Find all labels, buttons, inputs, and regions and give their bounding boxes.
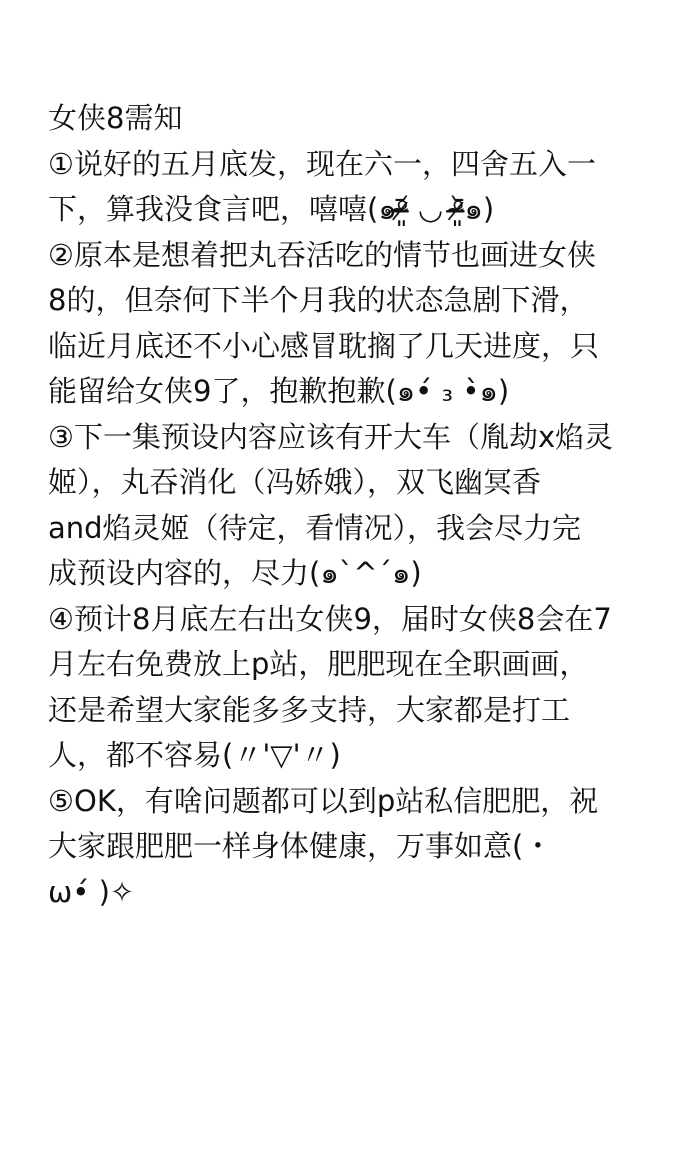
- note-line: ③下一集预设内容应该有开大车（胤劫x焰灵: [48, 419, 614, 454]
- note-line: 月左右免费放上p站，肥肥现在全职画画，: [48, 647, 589, 681]
- note-line: 人，都不容易(〃'▽'〃): [48, 738, 341, 772]
- note-line: 大家跟肥肥一样身体健康，万事如意(・: [48, 829, 553, 863]
- note-text-block: [48, 96, 668, 915]
- note-line: 8的，但奈何下半个月我的状态急剧下滑，: [48, 283, 589, 317]
- note-line: ④预计8月底左右出女侠9，届时女侠8会在7: [48, 601, 612, 636]
- note-line: ①说好的五月底发，现在六一，四舍五入一: [48, 146, 596, 181]
- note-line: ⑤OK，有啥问题都可以到p站私信肥肥，祝: [48, 783, 599, 818]
- note-line: ②原本是想着把丸吞活吃的情节也画进女侠: [48, 237, 596, 272]
- note-line: ω•́ )✧: [48, 874, 135, 909]
- note-line: 还是希望大家能多多支持，大家都是打工: [48, 692, 571, 727]
- note-title: 女侠8需知: [48, 101, 183, 135]
- note-line: 能留给女侠9了，抱歉抱歉(๑•́ ₃ •̀๑): [48, 374, 510, 408]
- note-line: 临近月底还不小心感冒耽搁了几天进度，只: [48, 328, 600, 363]
- note-line: and焰灵姬（待定，看情况），我会尽力完: [48, 510, 582, 545]
- note-line: 下，算我没食言吧，嘻嘻(๑ᵒ̴̶̷͈᷄ ◡ ᵒ̴̶̷͈᷅๑): [48, 192, 495, 226]
- note-line: 姬），丸吞消化（冯娇娥），双飞幽冥香: [48, 465, 542, 499]
- note-line: 成预设内容的，尽力(๑`^´๑): [48, 556, 422, 590]
